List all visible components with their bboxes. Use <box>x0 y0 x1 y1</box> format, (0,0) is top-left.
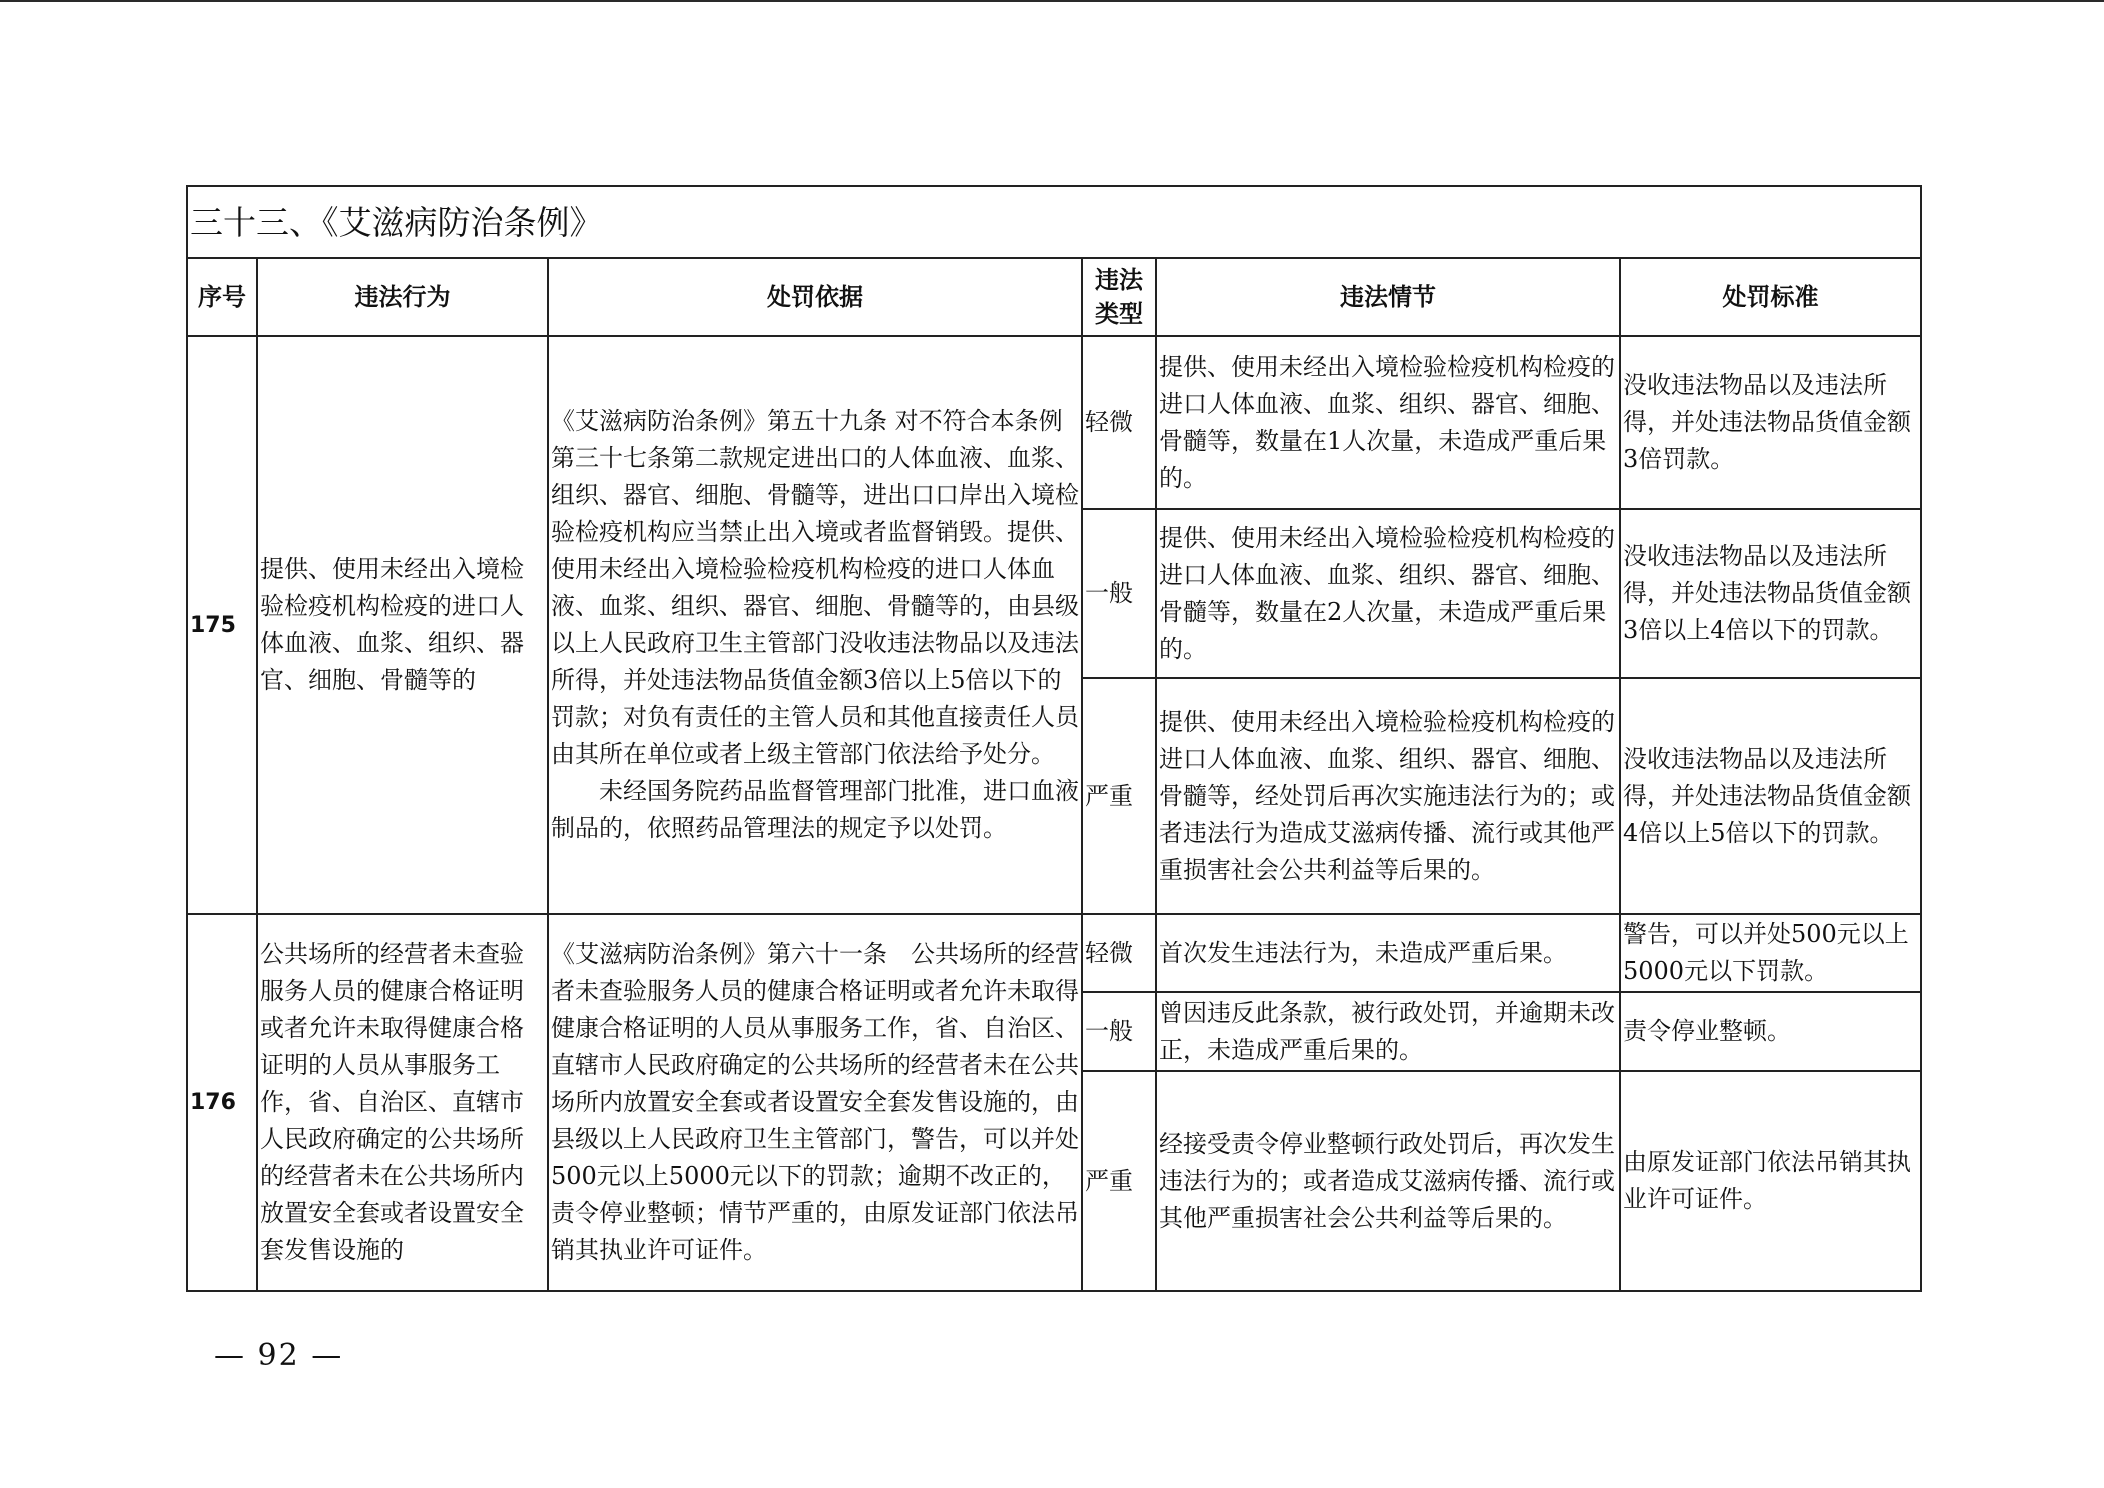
penalty-standard: 没收违法物品以及违法所得，并处违法物品货值金额4倍以上5倍以下的罚款。 <box>1620 678 1921 914</box>
violation-circumstance: 提供、使用未经出入境检验检疫机构检疫的进口人体血液、血浆、组织、器官、细胞、骨髓等，数量在1人次量，未造成严重后果的。 <box>1156 336 1620 509</box>
violation-type: 一般 <box>1082 992 1156 1071</box>
penalty-standard: 警告，可以并处500元以上5000元以下罚款。 <box>1620 914 1921 992</box>
row-basis: 《艾滋病防治条例》第五十九条 对不符合本条例第三十七条第二款规定进出口的人体血液、血浆、组织、器官、细胞、骨髓等，进出口口岸出入境检验检疫机构应当禁止出入境或者监督销毁。提供、使用未经出入境检验检疫机构检疫的进口人体血液、血浆、组织、器官、细胞、骨髓等的，由县级以上人民政府卫生主管部门没收违法物品以及违法所得，并处违法物品货值金额3倍以上5倍以下的罚款；对负有责任的主管人员和其他直接责任人员由其所在单位或者上级主管部门依法给予处分。 未经国务院药品监督管理部门批准，进口血液制品的，依照药品管理法的规定予以处罚。 <box>548 336 1082 914</box>
violation-circumstance: 经接受责令停业整顿行政处罚后，再次发生违法行为的；或者造成艾滋病传播、流行或其他严重损害社会公共利益等后果的。 <box>1156 1071 1620 1291</box>
violation-type: 轻微 <box>1082 336 1156 509</box>
table-row <box>187 914 1921 992</box>
header-standard: 处罚标准 <box>1620 258 1921 336</box>
header-behavior: 违法行为 <box>257 258 548 336</box>
top-border-line <box>0 0 2104 2</box>
violation-type: 严重 <box>1082 1071 1156 1291</box>
header-seq: 序号 <box>187 258 257 336</box>
row-basis: 《艾滋病防治条例》第六十一条 公共场所的经营者未查验服务人员的健康合格证明或者允许未取得健康合格证明的人员从事服务工作，省、自治区、直辖市人民政府确定的公共场所的经营者未在公共场所内放置安全套或者设置安全套发售设施的，由县级以上人民政府卫生主管部门，警告，可以并处500元以上5000元以下的罚款；逾期不改正的，责令停业整顿；情节严重的，由原发证部门依法吊销其执业许可证件。 <box>548 914 1082 1291</box>
violation-circumstance: 提供、使用未经出入境检验检疫机构检疫的进口人体血液、血浆、组织、器官、细胞、骨髓等，数量在2人次量，未造成严重后果的。 <box>1156 509 1620 678</box>
header-row <box>187 258 1921 336</box>
header-type: 违法 类型 <box>1082 258 1156 336</box>
penalty-standard: 没收违法物品以及违法所得，并处违法物品货值金额3倍以上4倍以下的罚款。 <box>1620 509 1921 678</box>
violation-circumstance: 提供、使用未经出入境检验检疫机构检疫的进口人体血液、血浆、组织、器官、细胞、骨髓等，经处罚后再次实施违法行为的；或者违法行为造成艾滋病传播、流行或其他严重损害社会公共利益等后果的。 <box>1156 678 1620 914</box>
page-number: — 92 — <box>214 1338 344 1373</box>
violation-type: 一般 <box>1082 509 1156 678</box>
section-title-row <box>187 186 1921 258</box>
row-seq: 176 <box>187 914 257 1291</box>
row-behavior: 公共场所的经营者未查验服务人员的健康合格证明或者允许未取得健康合格证明的人员从事服务工作，省、自治区、直辖市人民政府确定的公共场所的经营者未在公共场所内放置安全套或者设置安全套发售设施的 <box>257 914 548 1291</box>
section-title: 三十三、《艾滋病防治条例》 <box>187 186 1921 258</box>
penalty-standard: 责令停业整顿。 <box>1620 992 1921 1071</box>
header-basis: 处罚依据 <box>548 258 1082 336</box>
penalty-table <box>186 185 1922 1292</box>
row-behavior: 提供、使用未经出入境检验检疫机构检疫的进口人体血液、血浆、组织、器官、细胞、骨髓等的 <box>257 336 548 914</box>
penalty-standard: 没收违法物品以及违法所得，并处违法物品货值金额3倍罚款。 <box>1620 336 1921 509</box>
header-circumstance: 违法情节 <box>1156 258 1620 336</box>
table-row <box>187 336 1921 509</box>
violation-type: 轻微 <box>1082 914 1156 992</box>
penalty-standard: 由原发证部门依法吊销其执业许可证件。 <box>1620 1071 1921 1291</box>
row-seq: 175 <box>187 336 257 914</box>
violation-type: 严重 <box>1082 678 1156 914</box>
document-page <box>186 185 1920 1292</box>
violation-circumstance: 曾因违反此条款，被行政处罚，并逾期未改正，未造成严重后果的。 <box>1156 992 1620 1071</box>
violation-circumstance: 首次发生违法行为，未造成严重后果。 <box>1156 914 1620 992</box>
